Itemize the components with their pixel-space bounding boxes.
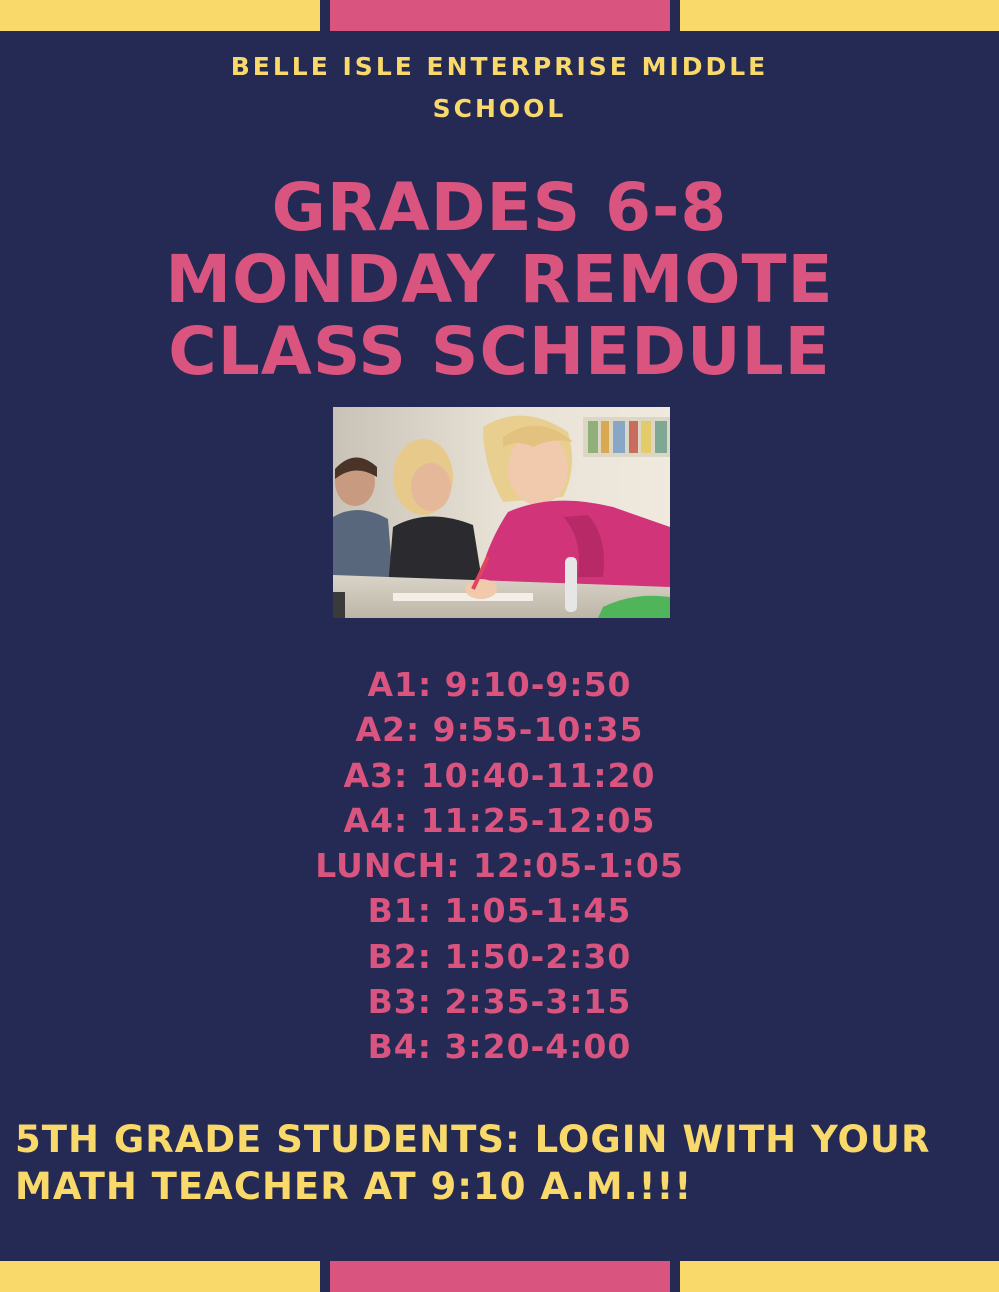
schedule-row: B2: 1:50-2:30	[367, 936, 632, 976]
schedule-row: A3: 10:40-11:20	[343, 755, 656, 795]
note-line-1: 5TH GRADE STUDENTS: LOGIN WITH YOUR	[15, 1118, 931, 1161]
schedule-row: B4: 3:20-4:00	[367, 1027, 632, 1067]
schedule-row: B3: 2:35-3:15	[367, 982, 632, 1022]
bottom-bar-yellow-right	[680, 1261, 999, 1292]
title-line-1: GRADES 6-8	[271, 169, 728, 246]
note-line-2: MATH TEACHER AT 9:10 A.M.!!!	[15, 1165, 693, 1208]
bottom-bar-pink-center	[330, 1261, 670, 1292]
bottom-bar-yellow-left	[0, 1261, 320, 1292]
school-name-line-2: SCHOOL	[432, 94, 567, 123]
schedule-row: B1: 1:05-1:45	[367, 891, 632, 931]
school-name-line-1: BELLE ISLE ENTERPRISE MIDDLE	[230, 52, 769, 81]
fifth-grade-note	[15, 1116, 990, 1210]
students-writing-photo	[333, 407, 670, 618]
title-line-2: MONDAY REMOTE	[165, 241, 834, 318]
schedule-row: A2: 9:55-10:35	[355, 710, 644, 750]
schedule-row: A4: 11:25-12:05	[343, 800, 656, 840]
top-bar-yellow-left	[0, 0, 320, 31]
top-bar-pink-center	[330, 0, 670, 31]
top-bar-yellow-right	[680, 0, 999, 31]
school-name	[0, 46, 999, 130]
title-line-3: CLASS SCHEDULE	[168, 313, 831, 390]
schedule-row: LUNCH: 12:05-1:05	[315, 846, 684, 886]
class-schedule	[0, 662, 999, 1070]
schedule-row: A1: 9:10-9:50	[367, 665, 632, 704]
page-title	[0, 169, 999, 390]
